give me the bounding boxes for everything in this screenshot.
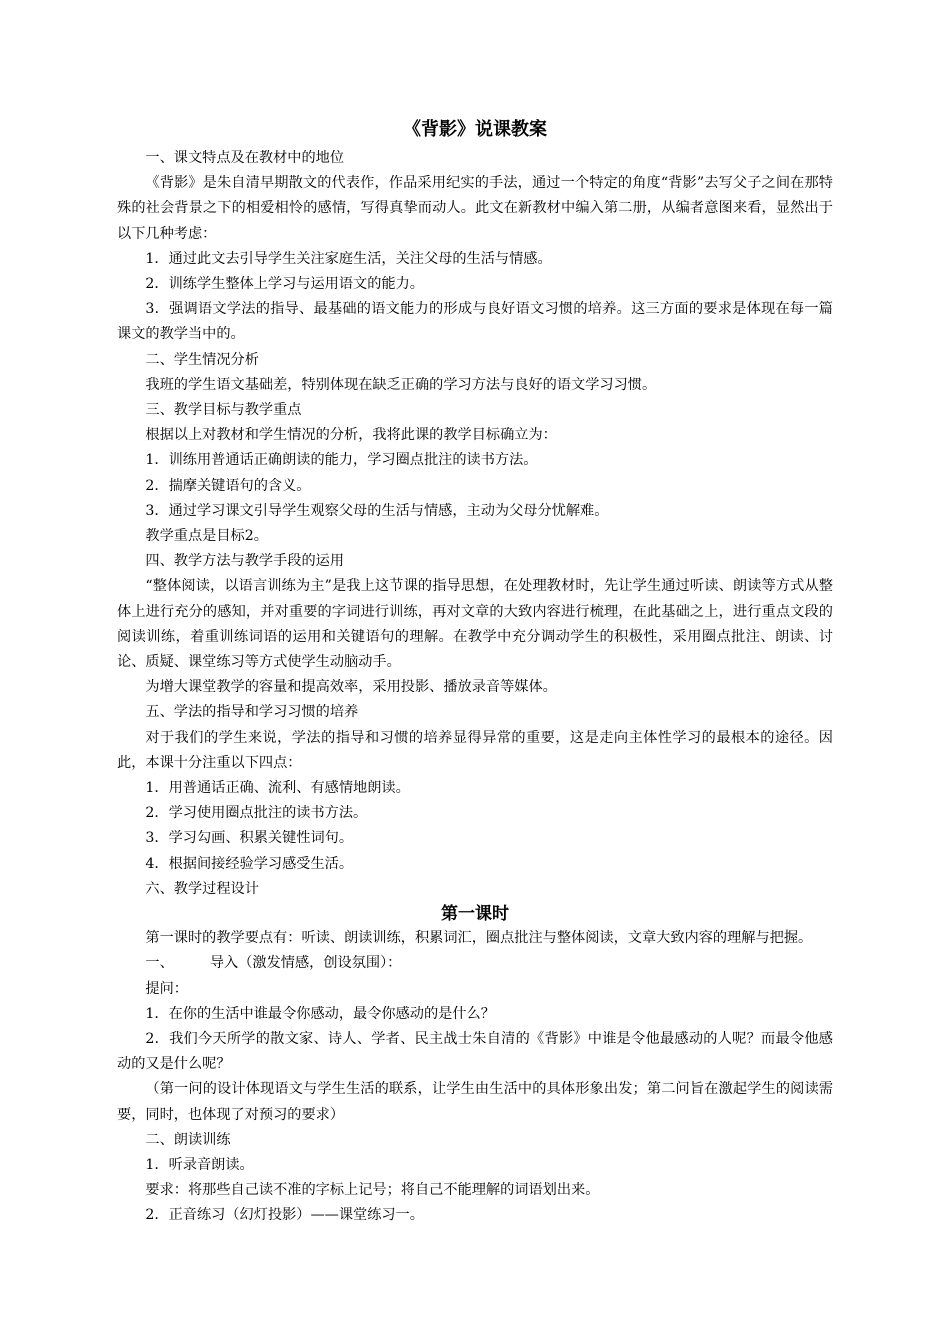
list-item: 3．通过学习课文引导学生观察父母的生活与情感，主动为父母分忧解难。 (145, 502, 609, 519)
paragraph-media: 为增大课堂教学的容量和提高效率，采用投影、播放录音等媒体。 (145, 679, 557, 696)
section-body (117, 926, 833, 1228)
heading-study-methods: 五、学法的指导和学习习惯的培养 (145, 704, 359, 721)
list-item: 2．我们今天所学的散文家、诗人、学者、民主战士朱自清的《背影》中谁是令他最感动的人呢？而最令他感动的又是什么呢？ (117, 1030, 833, 1073)
list-item: 3．强调语文学法的指导、最基础的语文能力的形成与良好语文习惯的培养。这三方面的要求是体现在每一篇课文的教学当中的。 (117, 301, 833, 343)
document-body (117, 146, 833, 902)
paragraph-teaching-goals: 根据以上对教材和学生情况的分析，我将此课的教学目标确立为： (145, 427, 557, 444)
paragraph-questions-label: 提问： (145, 980, 188, 997)
list-item: 2．揣摩关键语句的含义。 (145, 477, 311, 494)
document-title: 《背影》说课教案 (403, 119, 547, 140)
list-item: 4．根据间接经验学习感受生活。 (145, 855, 354, 872)
heading-process-design: 六、教学过程设计 (145, 880, 259, 897)
list-item: 1．通过此文去引导学生关注家庭生活，关注父母的生活与情感。 (145, 250, 552, 267)
list-item: 1．训练用普通话正确朗读的能力，学习圈点批注的读书方法。 (145, 452, 538, 469)
paragraph-design-note: （第一问的设计体现语文与学生生活的联系，让学生由生活中的具体形象出发；第二问旨在激起学生的阅读需要，同时，也体现了对预习的要求） (117, 1081, 833, 1123)
paragraph-key-point: 教学重点是目标2。 (145, 528, 268, 545)
list-item: 1．听录音朗读。 (145, 1156, 254, 1173)
heading-introduction: 一、 导入（激发情感，创设氛围）： (145, 955, 402, 972)
document-page (117, 118, 833, 1229)
heading-student-analysis: 二、学生情况分析 (145, 351, 259, 368)
paragraph-teaching-methods: “整体阅读，以语言训练为主”是我上这节课的指导思想，在处理教材时，先让学生通过听读、朗读等方式从整体上进行充分的感知，并对重要的字词进行训练，再对文章的大致内容进行梳理，在此基础之上，进行重点文段的阅读训练，着重训练词语的运用和关键语句的理解。在教学中充分调动学生的积极性，采用圈点批注、朗读、讨论、质疑、课堂练习等方式使学生动脑动手。 (117, 578, 833, 671)
heading-teaching-methods: 四、教学方法与教学手段的运用 (145, 553, 345, 570)
paragraph-lesson-points: 第一课时的教学要点有：听读、朗读训练，积累词汇，圈点批注与整体阅读，文章大致内容的理解与把握。 (145, 930, 813, 947)
heading-textbook-position: 一、课文特点及在教材中的地位 (145, 150, 345, 166)
paragraph-study-methods: 对于我们的学生来说，学法的指导和习惯的培养显得异常的重要，这是走向主体性学习的最根本的途径。因此，本课十分注重以下四点： (117, 729, 833, 771)
list-item: 3．学习勾画、积累关键性词句。 (145, 830, 354, 847)
paragraph-text-features: 《背影》是朱自清早期散文的代表作，作品采用纪实的手法，通过一个特定的角度“背影”去写父子之间在那特殊的社会背景之下的相爱相怜的感情，写得真挚而动人。此文在新教材中编入第二册，从编者意图来看，显然出于以下几种考虑： (117, 175, 833, 242)
list-item: 2．正音练习（幻灯投影）——课堂练习一。 (145, 1207, 424, 1224)
heading-reading-training: 二、朗读训练 (145, 1131, 231, 1148)
paragraph-student-analysis: 我班的学生语文基础差，特别体现在缺乏正确的学习方法与良好的语文学习习惯。 (145, 376, 657, 393)
list-item: 1．用普通话正确、流利、有感情地朗读。 (145, 780, 410, 797)
list-item: 2．学习使用圈点批注的读书方法。 (145, 805, 368, 822)
list-item: 2．训练学生整体上学习与运用语文的能力。 (145, 276, 424, 293)
section-heading: 第一课时 (441, 904, 509, 925)
paragraph-requirements: 要求：将那些自己读不准的字标上记号；将自己不能理解的词语划出来。 (145, 1182, 600, 1199)
heading-teaching-goals: 三、教学目标与教学重点 (145, 402, 302, 419)
list-item: 1．在你的生活中谁最令你感动，最令你感动的是什么？ (145, 1005, 495, 1022)
